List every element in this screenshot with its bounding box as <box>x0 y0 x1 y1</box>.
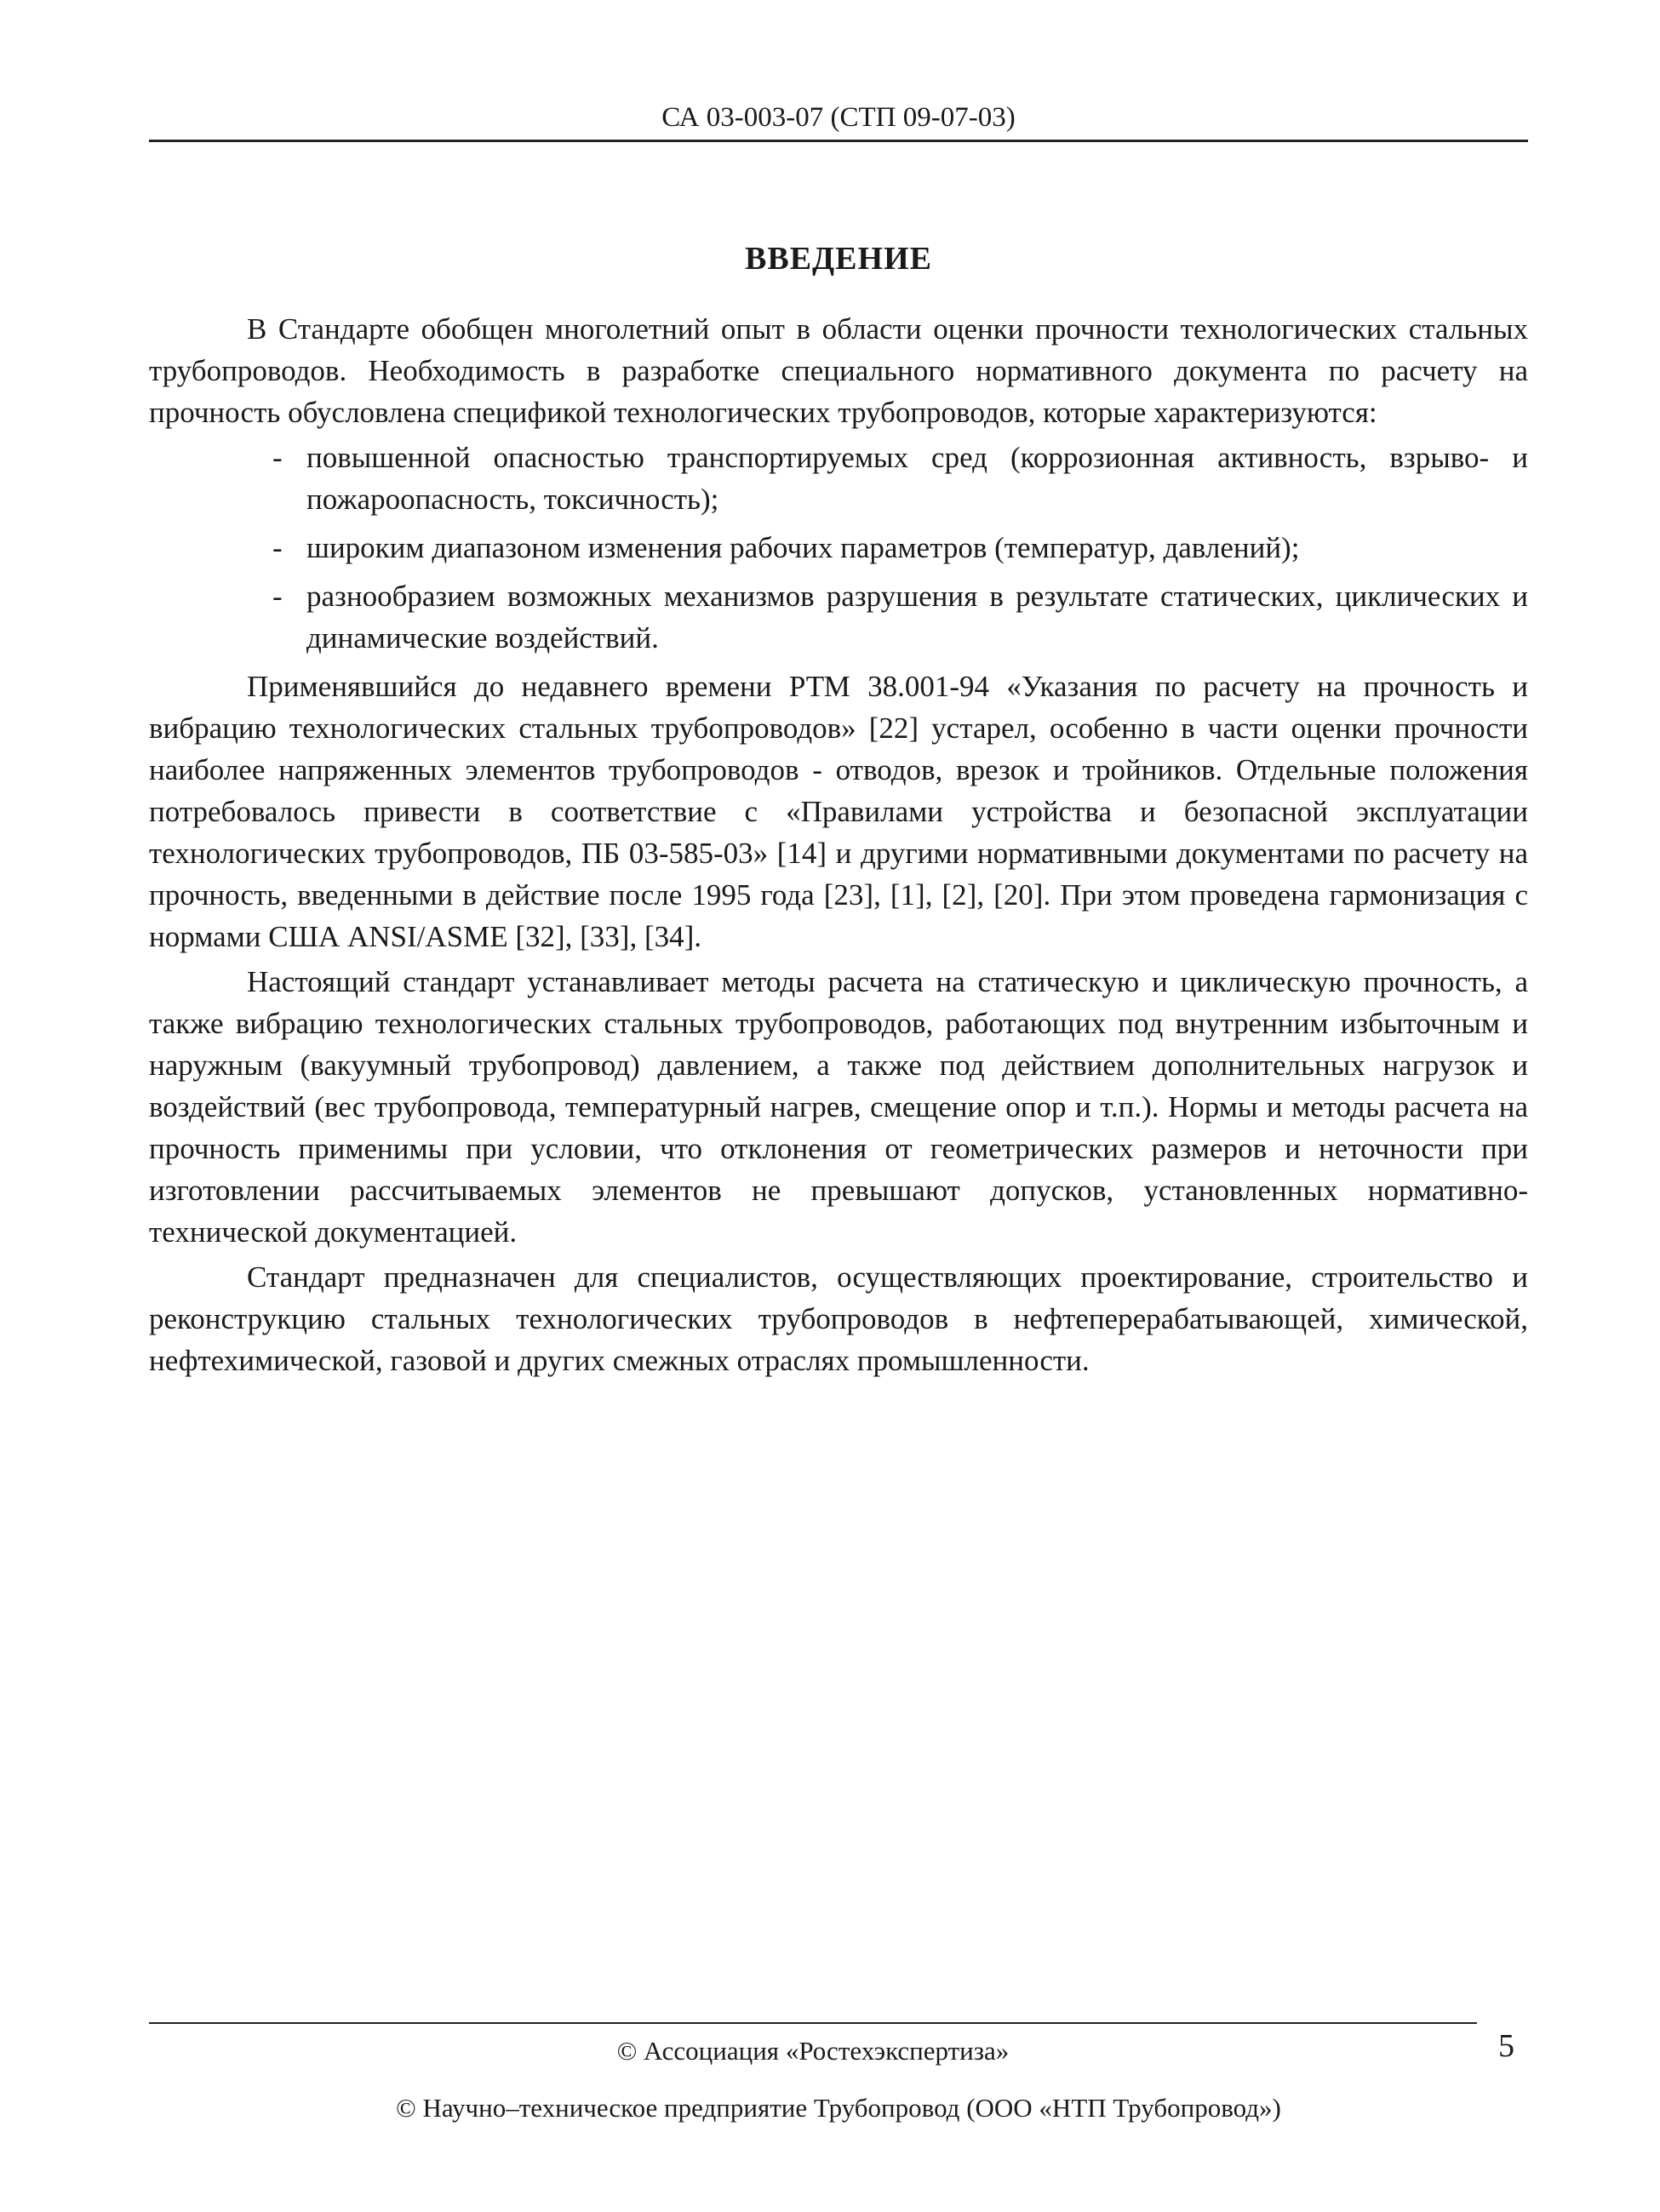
list-item-text: разнообразием возможных механизмов разрушения в результате статических, циклических и динамические воздействий. <box>306 580 1528 654</box>
document-code-header: СА 03-003-07 (СТП 09-07-03) <box>661 102 1016 133</box>
intro-paragraph: В Стандарте обобщен многолетний опыт в области оценки прочности технологических стальных трубопроводов. Необходимость в разработке специального нормативного документа по расчету на прочность обусловлена спецификой технологических трубопроводов, которые характеризуются: <box>149 312 1528 429</box>
list-item-text: широким диапазоном изменения рабочих параметров (температур, давлений); <box>306 531 1300 564</box>
list-item <box>272 437 1528 520</box>
footer-divider <box>149 2022 1477 2024</box>
footer-company: © Научно–техническое предприятие Трубопровод (ООО «НТП Трубопровод») <box>396 2093 1281 2123</box>
page-number: 5 <box>1498 2028 1514 2064</box>
paragraph-audience: Стандарт предназначен для специалистов, осуществляющих проектирование, строительство и реконструкцию стальных технологических трубопроводов в нефтеперерабатывающей, химической, нефтехимической, газовой и других смежных отраслях промышленности. <box>149 1260 1528 1377</box>
footer-association: © Ассоциация «Ростехэкспертиза» <box>616 2036 1010 2066</box>
list-marker: - <box>272 531 283 564</box>
list-item <box>272 575 1528 659</box>
list-item <box>272 527 1528 569</box>
characteristics-list <box>149 437 1528 659</box>
list-item-text: повышенной опасностью транспортируемых сред (коррозионная активность, взрыво- и пожароопасность, токсичность); <box>306 441 1528 516</box>
document-body <box>149 308 1528 1385</box>
header-divider <box>149 140 1528 142</box>
paragraph-rtm-history: Применявшийся до недавнего времени РТМ 38.001-94 «Указания по расчету на прочность и вибрацию технологических стальных трубопроводов» [22] устарел, особенно в части оценки прочности наиболее напряженных элементов трубопроводов - отводов, врезок и тройников. Отдельные положения потребовалось привести в соответствие с «Правилами устройства и безопасной эксплуатации технологических трубопроводов, ПБ 03-585-03» [14] и другими нормативными документами по расчету на прочность, введенными в действие после 1995 года [23], [1], [2], [20]. При этом проведена гармонизация с нормами США ANSI/ASME [32], [33], [34]. <box>149 670 1528 953</box>
list-marker: - <box>272 441 283 474</box>
list-marker: - <box>272 580 283 613</box>
paragraph-scope: Настоящий стандарт устанавливает методы расчета на статическую и циклическую прочность, а также вибрацию технологических стальных трубопроводов, работающих под внутренним избыточным и наружным (вакуумный трубопровод) давлением, а также под действием дополнительных нагрузок и воздействий (вес трубопровода, температурный нагрев, смещение опор и т.п.). Нормы и методы расчета на прочность применимы при условии, что отклонения от геометрических размеров и неточности при изготовлении рассчитываемых элементов не превышают допусков, установленных нормативно-технической документацией. <box>149 965 1528 1249</box>
section-title: ВВЕДЕНИЕ <box>745 241 932 277</box>
